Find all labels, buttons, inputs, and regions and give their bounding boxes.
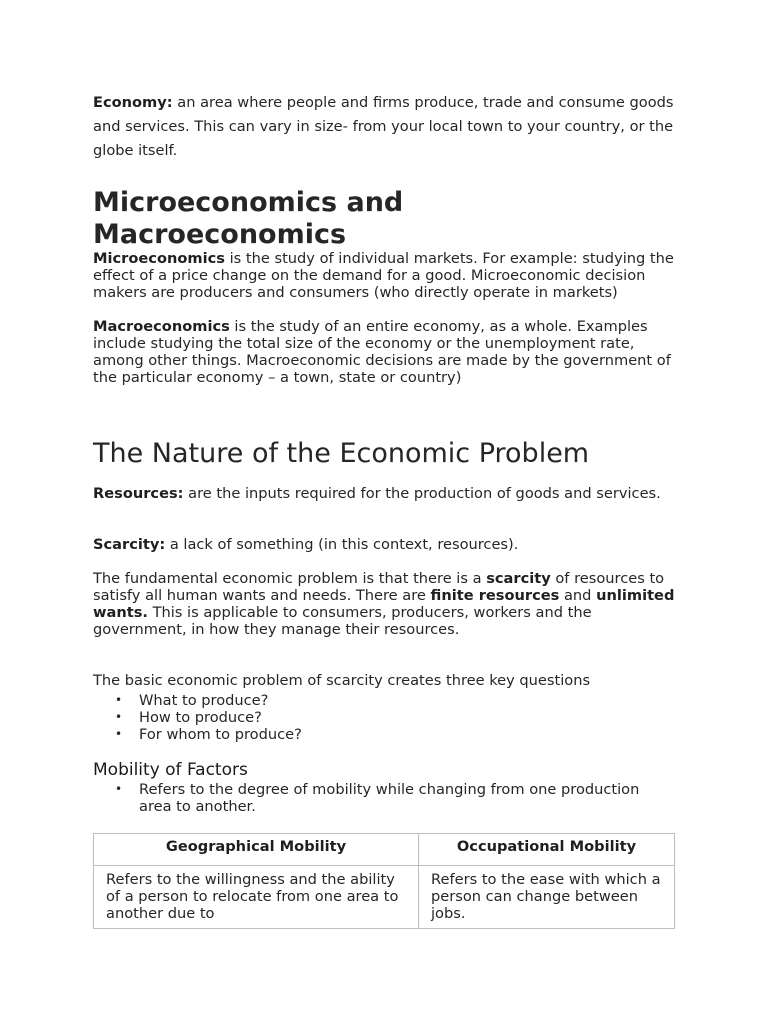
scarcity-text: a lack of something (in this context, resources). [165,536,519,553]
bullet-icon: • [115,693,123,707]
macroeconomics-text: is the study of an entire economy, as a whole. Examples include studying the total size of the economy or the unemployment rate, among other things. Macroeconomic decisions are made by the government of the particular economy – a town, state or country) [93,318,671,386]
resources-term: Resources: [93,485,184,502]
resources-paragraph [93,485,683,502]
list-item [93,709,683,726]
mobility-table [93,833,675,929]
unlimited-wants-bold: unlimited wants. [93,587,675,621]
list-item [93,692,683,709]
economy-text: an area where people and firms produce, trade and consume goods and services. This can vary in size- from your local town to your country, or the globe itself. [93,94,674,159]
micro-macro-heading [93,187,683,251]
questions-intro: The basic economic problem of scarcity creates three key questions [93,672,591,689]
table-cell-geographical: Refers to the willingness and the ability of a person to relocate from one area to another due to [94,866,419,929]
list-item [93,781,675,815]
question-text: For whom to produce? [139,726,302,743]
finite-resources-bold: finite resources [430,587,560,604]
fundamental-text-2: of resources to satisfy all human wants and needs. There are [93,570,665,604]
bullet-icon: • [115,782,123,796]
microeconomics-text: is the study of individual markets. For example: studying the effect of a price change on the demand for a good. Microeconomic decision makers are producers and consumers (who directly operate in markets) [93,250,674,301]
resources-text: are the inputs required for the production of goods and services. [183,485,661,502]
key-questions-list [93,692,683,743]
scarcity-term: Scarcity: [93,536,166,553]
table-cell-occupational: Refers to the ease with which a person can change between jobs. [419,866,675,929]
list-item [93,726,683,743]
fundamental-text-4: This is applicable to consumers, producers, workers and the government, in how they manage their resources. [93,604,592,638]
scarcity-bold: scarcity [486,570,551,587]
economy-definition [93,91,683,163]
fundamental-problem-paragraph [93,570,683,638]
nature-heading: The Nature of the Economic Problem [93,438,590,469]
economy-term: Economy: [93,94,173,111]
scarcity-paragraph [93,536,683,553]
macroeconomics-term: Macroeconomics [93,318,230,335]
bullet-icon: • [115,710,123,724]
table-header-geographical: Geographical Mobility [94,834,419,866]
macroeconomics-paragraph [93,318,683,386]
table-row [94,866,675,929]
micro-macro-heading-line2: Macroeconomics [93,219,347,250]
fundamental-text-3: and [559,587,597,604]
bullet-icon: • [115,727,123,741]
mobility-list [93,781,675,815]
micro-macro-heading-line1: Microeconomics and [93,187,404,218]
question-text: How to produce? [139,709,262,726]
mobility-bullet-text: Refers to the degree of mobility while changing from one production area to another. [139,781,640,815]
mobility-heading: Mobility of Factors [93,760,248,780]
question-text: What to produce? [139,692,269,709]
microeconomics-term: Microeconomics [93,250,225,267]
table-header-row [94,834,675,866]
microeconomics-paragraph [93,250,683,301]
table-header-occupational: Occupational Mobility [419,834,675,866]
fundamental-text-1: The fundamental economic problem is that there is a [93,570,487,587]
